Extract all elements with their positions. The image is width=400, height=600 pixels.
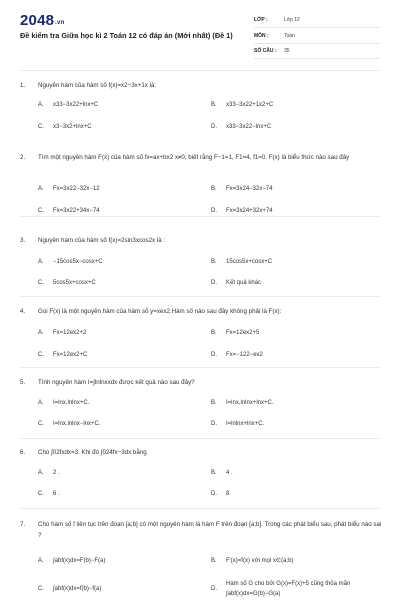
- question-prompt: [20, 519, 382, 541]
- option-letter: A.: [38, 102, 44, 108]
- option-letter: B.: [211, 558, 217, 564]
- option-a[interactable]: [38, 468, 208, 478]
- option-letter: B.: [211, 470, 217, 476]
- meta-value: Lớp 12: [284, 17, 300, 23]
- question-text: Gọi F(x) là một nguyên hàm của hàm số y=xex2.Hàm số nào sau đây không phải là F(x):: [38, 308, 282, 315]
- option-letter: C.: [38, 586, 44, 592]
- option-letter: D.: [211, 491, 217, 497]
- option-text: 5cos5x+cosx+C: [53, 280, 96, 286]
- question-prompt: [20, 152, 382, 163]
- option-letter: C.: [38, 491, 44, 497]
- option-letter: C.: [38, 421, 44, 427]
- option-a[interactable]: [38, 257, 208, 267]
- option-letter: A.: [38, 400, 44, 406]
- option-text: I=lnx.lnlnx−lnx+C.: [53, 421, 101, 427]
- option-a[interactable]: [38, 100, 208, 110]
- question-number: 4.: [20, 308, 26, 315]
- page-header: [0, 0, 400, 62]
- option-letter: A.: [38, 330, 44, 336]
- option-letter: D.: [211, 352, 217, 358]
- question-prompt: [20, 306, 382, 317]
- option-d[interactable]: [211, 489, 381, 499]
- option-d[interactable]: [211, 122, 381, 132]
- question-prompt: [20, 80, 382, 91]
- option-letter: C.: [38, 124, 44, 130]
- question-3: [20, 235, 382, 286]
- meta-label: SỐ CÂU :: [254, 48, 277, 54]
- option-letter: C.: [38, 280, 44, 286]
- option-a[interactable]: [38, 184, 208, 194]
- option-letter: D.: [211, 124, 217, 130]
- option-letter: D.: [211, 586, 217, 592]
- option-c[interactable]: [38, 489, 208, 499]
- document-meta: [254, 14, 380, 61]
- option-letter: A.: [38, 186, 44, 192]
- option-text: Hàm số G cho bởi G(x)=F(x)+5 cũng thỏa mãn ∫abf(x)dx=G(b)−G(a): [226, 581, 351, 597]
- question-7: [20, 519, 382, 597]
- option-text: x33−3x22−lnx+C: [226, 124, 272, 130]
- option-text: 2 .: [53, 470, 60, 476]
- option-letter: A.: [38, 558, 44, 564]
- option-a[interactable]: [38, 328, 208, 338]
- option-letter: C.: [38, 208, 44, 214]
- option-text: Fx=12ex2+C: [53, 352, 88, 358]
- meta-label: LỚP :: [254, 17, 268, 23]
- option-letter: D.: [211, 280, 217, 286]
- option-d[interactable]: [211, 206, 381, 216]
- option-text: −15cos5x−cosx+C: [53, 259, 103, 265]
- option-a[interactable]: [38, 398, 208, 408]
- option-b[interactable]: [211, 398, 381, 408]
- option-c[interactable]: [38, 419, 208, 429]
- option-text: x33−3x22+1x2+C: [226, 102, 274, 108]
- option-letter: D.: [211, 208, 217, 214]
- question-number: 1.: [20, 82, 26, 89]
- question-text: Nguyên hàm của hàm số f(x)=2sin3xcos2x là :: [38, 237, 166, 244]
- option-text: ∫abf(x)dx=f(b)−f(a): [53, 586, 102, 592]
- question-divider: [20, 438, 380, 439]
- option-text: x3−3x2+lnx+C: [53, 124, 92, 130]
- question-text: Nguyên hàm của hàm số f(x)=x2−3x+1x là:: [38, 82, 157, 89]
- option-text: I=lnlnx+lnx+C.: [226, 421, 265, 427]
- option-d[interactable]: [211, 350, 381, 360]
- option-letter: B.: [211, 186, 217, 192]
- option-d[interactable]: [211, 278, 381, 288]
- question-text: Tính nguyên hàm I=∫lnlnxxdx được kết quả nào sau đây?: [38, 379, 195, 386]
- option-text: Fx=3x22−32x−12: [53, 186, 100, 192]
- question-divider: [20, 296, 380, 297]
- option-b[interactable]: [211, 328, 381, 338]
- option-c[interactable]: [38, 584, 208, 594]
- question-1: [20, 80, 382, 130]
- question-text: Cho ∫02fxdx=3. Khi đó ∫024fx−3dx bằng: [38, 449, 147, 456]
- option-b[interactable]: [211, 100, 381, 110]
- site-logo[interactable]: [20, 12, 64, 29]
- question-number: 2.: [20, 154, 26, 161]
- meta-label: MÔN :: [254, 32, 269, 39]
- option-c[interactable]: [38, 350, 208, 360]
- question-4: [20, 306, 382, 358]
- option-text: 8: [226, 491, 230, 497]
- option-c[interactable]: [38, 206, 208, 216]
- question-divider: [20, 216, 380, 217]
- option-c[interactable]: [38, 278, 208, 288]
- option-letter: C.: [38, 352, 44, 358]
- option-text: 4 .: [226, 470, 233, 476]
- meta-row-class: [254, 14, 380, 28]
- document-title: Đề kiểm tra Giữa học kì 2 Toán 12 có đáp án (Mới nhất) (Đề 1): [20, 31, 233, 40]
- option-b[interactable]: [211, 556, 381, 566]
- option-b[interactable]: [211, 257, 381, 267]
- option-letter: B.: [211, 259, 217, 265]
- option-b[interactable]: [211, 468, 381, 478]
- option-c[interactable]: [38, 122, 208, 132]
- option-text: x33−3x22+lnx+C: [53, 102, 99, 108]
- option-text: Fx=12ex2+2: [53, 330, 87, 336]
- option-d[interactable]: [211, 579, 381, 599]
- option-text: Fx=3x24−32x−74: [226, 186, 273, 192]
- question-divider: [20, 367, 380, 368]
- option-text: 6 .: [53, 491, 60, 497]
- option-a[interactable]: [38, 556, 208, 566]
- option-text: Fx=−122−ex2: [226, 352, 263, 358]
- meta-value: Toán: [284, 32, 295, 39]
- option-letter: B.: [211, 102, 217, 108]
- question-text: Tìm một nguyên hàm F(x) của hàm số fx=ax+bx2 x≠0, biết rằng F−1=1, F1=4, f1=0. F(x) là biểu thức nào sau đây: [38, 154, 350, 161]
- question-6: [20, 447, 382, 497]
- logo-text: 2048: [20, 12, 55, 29]
- question-number: 6.: [20, 449, 26, 456]
- option-text: Fx=3x24+32x+74: [226, 208, 273, 214]
- option-text: I=lnx.lnlnx+C.: [53, 400, 90, 406]
- question-prompt: [20, 235, 382, 246]
- option-text: Fx=12ex2+5: [226, 330, 260, 336]
- question-5: [20, 377, 382, 427]
- option-letter: A.: [38, 470, 44, 476]
- option-text: F'(x)=f(x) với mọi x∈(a;b): [226, 558, 294, 564]
- option-letter: B.: [211, 400, 217, 406]
- option-letter: D.: [211, 421, 217, 427]
- option-d[interactable]: [211, 419, 381, 429]
- option-b[interactable]: [211, 184, 381, 194]
- option-letter: B.: [211, 330, 217, 336]
- option-text: ∫abf(x)dx=F(b)−F(a): [53, 558, 106, 564]
- option-letter: A.: [38, 259, 44, 265]
- question-2: [20, 152, 382, 214]
- option-text: I=lnx.lnlnx+lnx+C.: [226, 400, 274, 406]
- question-prompt: [20, 447, 382, 458]
- question-prompt: [20, 377, 382, 388]
- meta-row-count: [254, 45, 380, 59]
- option-text: 15cos5x+cosx+C: [226, 259, 273, 265]
- question-text: Cho hàm số f liên tục trên đoạn [a;b] có một nguyên hàm là hàm F trên đoạn [a;b]. Trong các phát biểu sau, phát biểu nào sai ?: [38, 521, 382, 539]
- header-divider: [20, 70, 380, 71]
- question-number: 7.: [20, 521, 26, 528]
- option-text: Kết quả khác: [226, 280, 262, 286]
- option-text: Fx=3x22+34x−74: [53, 208, 100, 214]
- meta-row-subject: [254, 30, 380, 44]
- logo-suffix: .vn: [55, 20, 65, 26]
- question-number: 3.: [20, 237, 26, 244]
- question-divider: [20, 508, 380, 509]
- question-number: 5.: [20, 379, 26, 386]
- meta-value: 35: [284, 48, 290, 54]
